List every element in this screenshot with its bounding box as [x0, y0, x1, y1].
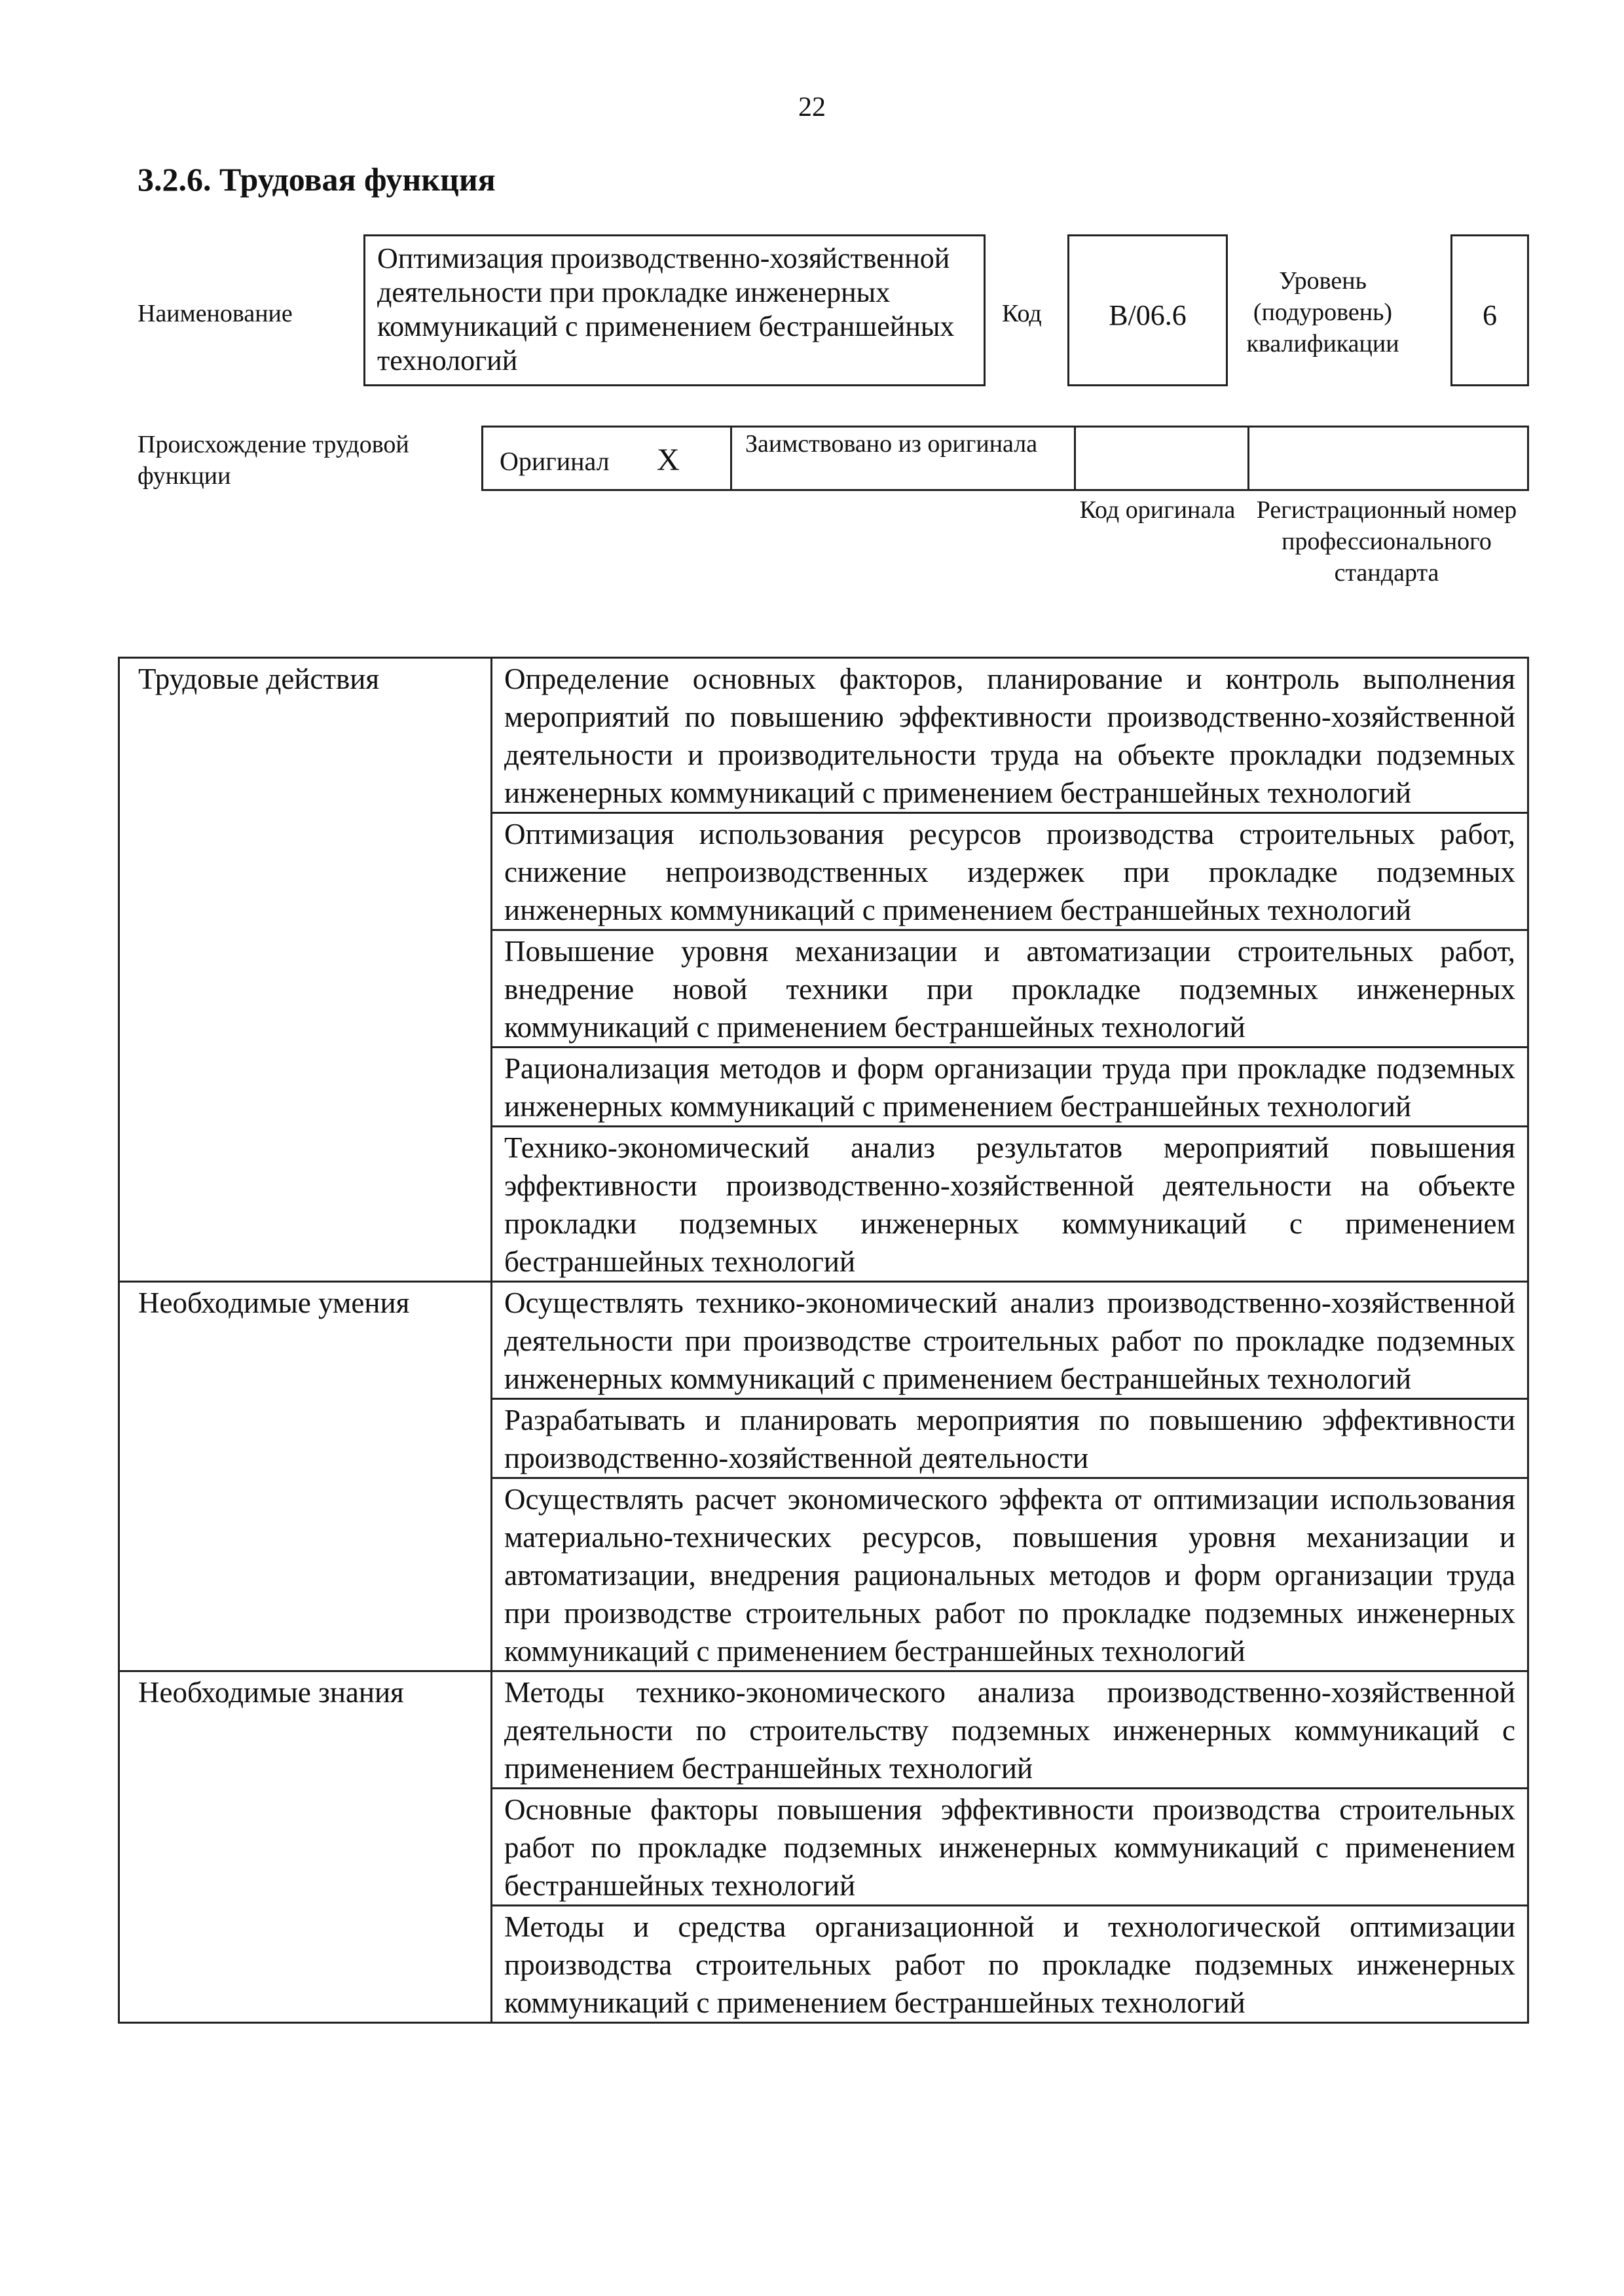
section-title: 3.2.6. Трудовая функция [138, 161, 496, 198]
item-cell: Осуществлять расчет экономического эффекта от оптимизации использования материально-технических ресурсов, повышения уровня механизации и автоматизации, внедрения рациональных методов и форм организации труда при производстве строительных работ по прокладке подземных инженерных коммуникаций с применением бестраншейных технологий [492, 1478, 1528, 1671]
qualification-level-label: Уровень (подуровень) квалификации [1246, 267, 1399, 357]
origin-label: Происхождение трудовой функции [138, 431, 409, 490]
category-cell: Трудовые действия [119, 658, 492, 1282]
original-code-caption: Код оригинала [1079, 496, 1236, 524]
registration-number-caption: Регистрационный номер профессионального стандарта [1256, 496, 1517, 587]
item-cell: Оптимизация использования ресурсов производства строительных работ, снижение непроизводственных издержек при прокладке подземных инженерных коммуникаций с применением бестраншейных технологий [492, 813, 1528, 930]
origin-row [481, 426, 1529, 491]
name-label: Наименование [138, 300, 293, 327]
item-cell: Определение основных факторов, планирование и контроль выполнения мероприятий по повышению эффективности производственно-хозяйственной деятельности и производительности труда на объекте прокладки подземных инженерных коммуникаций с применением бестраншейных технологий [492, 658, 1528, 813]
item-cell: Методы технико-экономического анализа производственно-хозяйственной деятельности по строительству подземных инженерных коммуникаций с применением бестраншейных технологий [492, 1671, 1528, 1789]
category-cell: Необходимые знания [119, 1671, 492, 2023]
item-cell: Основные факторы повышения эффективности производства строительных работ по прокладке подземных инженерных коммуникаций с применением бестраншейных технологий [492, 1789, 1528, 1906]
item-cell: Методы и средства организационной и технологической оптимизации производства строительных работ по прокладке подземных инженерных коммуникаций с применением бестраншейных технологий [492, 1906, 1528, 2023]
registration-number-cell [1249, 428, 1527, 489]
item-cell: Осуществлять технико-экономический анализ производственно-хозяйственной деятельности при производстве строительных работ по прокладке подземных инженерных коммуникаций с применением бестраншейных технологий [492, 1282, 1528, 1399]
code-label: Код [1002, 300, 1042, 327]
original-mark: X [657, 443, 680, 477]
item-cell: Разрабатывать и планировать мероприятия по повышению эффективности производственно-хозяйственной деятельности [492, 1399, 1528, 1478]
function-name-box: Оптимизация производственно-хозяйственной деятельности при прокладке инженерных коммуникаций с применением бестраншейных технологий [363, 234, 986, 386]
original-label: Оригинал [500, 446, 610, 476]
item-cell: Технико-экономический анализ результатов мероприятий повышения эффективности производственно-хозяйственной деятельности на объекте прокладки подземных инженерных коммуникаций с применением бестраншейных технологий [492, 1127, 1528, 1282]
page-number: 22 [798, 92, 826, 122]
category-cell: Необходимые умения [119, 1282, 492, 1671]
qualification-level-box: 6 [1450, 234, 1529, 386]
code-value-box: B/06.6 [1067, 234, 1228, 386]
function-details-table [118, 657, 1529, 2024]
item-cell: Повышение уровня механизации и автоматизации строительных работ, внедрение новой техники при прокладке подземных инженерных коммуникаций с применением бестраншейных технологий [492, 930, 1528, 1048]
table-row [119, 658, 1528, 813]
original-code-cell [1076, 428, 1249, 489]
original-cell [483, 428, 732, 489]
item-cell: Рационализация методов и форм организации труда при прокладке подземных инженерных коммуникаций с применением бестраншейных технологий [492, 1048, 1528, 1127]
table-row [119, 1671, 1528, 1789]
borrowed-label: Заимствовано из оригинала [732, 428, 1076, 489]
table-row [119, 1282, 1528, 1399]
